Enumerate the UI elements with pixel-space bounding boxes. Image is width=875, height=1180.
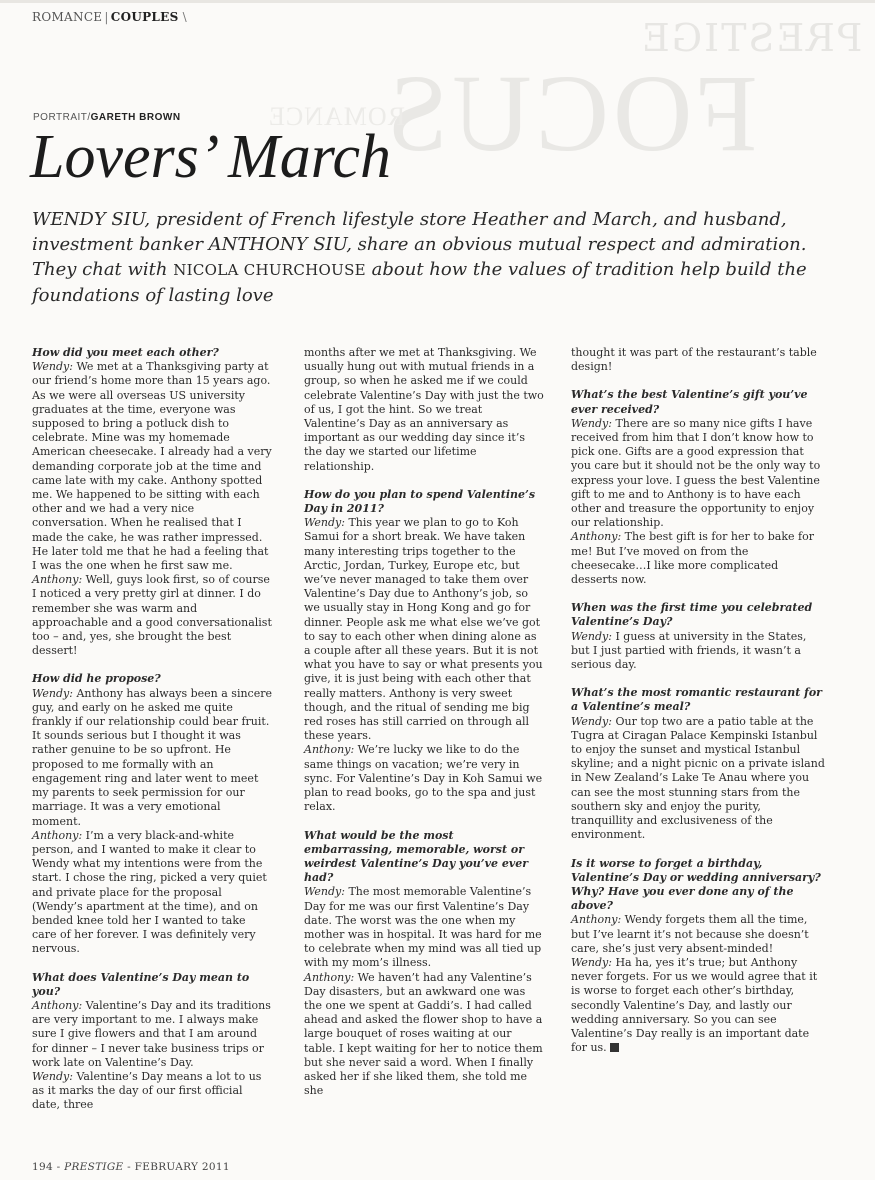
answer-paragraph xyxy=(571,630,826,673)
answer-text: Valentine’s Day and its traditions are very important to me. I always make sure I give flowers and that I am around for dinner – I never take business trips or work late on Valentine’s Day. xyxy=(32,998,271,1069)
article-column-3 xyxy=(571,346,826,1055)
speaker-label: Wendy: xyxy=(32,686,73,700)
folio-separator: - xyxy=(123,1161,135,1173)
answer-text: Ha ha, yes it’s true; but Anthony never forgets. For us we would agree that it is worse to forget each other’s birthday, secondly Valentine’s Day, and lastly our wedding anniversary. So you can see Valentine’s Day really is an important date for us. xyxy=(571,955,818,1055)
question-how-met: How did you meet each other? xyxy=(32,346,219,359)
article-title: Lovers’ March xyxy=(30,123,392,191)
question-restaurant: What’s the most romantic restaurant for a Valentine’s meal? xyxy=(571,686,822,714)
speaker-label: Anthony: xyxy=(571,913,622,927)
article-column-1 xyxy=(32,346,272,1113)
answer-paragraph xyxy=(32,999,272,1070)
answer-paragraph xyxy=(571,530,826,587)
answer-paragraph xyxy=(32,1070,272,1113)
standfirst-part-2: , share an obvious mutual respect and admiration. They chat with xyxy=(32,234,807,280)
header-slash: \ xyxy=(182,10,187,24)
standfirst-part-1: , president of French lifestyle store Heather and March, and husband, investment banker xyxy=(32,209,787,255)
answer-paragraph xyxy=(32,687,272,829)
magazine-name: PRESTIGE xyxy=(64,1161,124,1173)
question-meaning: What does Valentine’s Day mean to you? xyxy=(32,970,250,998)
answer-text: Valentine’s Day means a lot to us as it marks the day of our first official date, three xyxy=(32,1069,262,1112)
standfirst-part-3: about how the values of tradition help build the foundations of lasting love xyxy=(32,259,807,306)
answer-text: There are so many nice gifts I have received from him that I don’t know how to pick one. Gifts are a good expression that you care but it should not be the only way to express your love. I guess the best Valentine gift to me and to Anthony is to have each other and treasure the opportunity to enjoy our relationship. xyxy=(571,416,821,530)
question-memorable: What would be the most embarrassing, memorable, worst or weirdest Valentine’s Day you’ve ever had? xyxy=(304,828,529,885)
folio-separator: - xyxy=(52,1161,65,1173)
speaker-label: Wendy: xyxy=(571,714,612,728)
subsection-label: COUPLES xyxy=(110,10,179,24)
page-number: 194 xyxy=(32,1161,53,1173)
background-romance-text: ROMANCE xyxy=(268,102,406,131)
speaker-label: Wendy: xyxy=(571,955,612,969)
standfirst-name-writer: NICOLA CHURCHOUSE xyxy=(173,261,366,279)
issue-date: FEBRUARY 2011 xyxy=(134,1161,230,1173)
speaker-label: Wendy: xyxy=(304,516,345,530)
answer-paragraph xyxy=(304,885,544,970)
answer-text: I guess at university in the States, but I just partied with friends, it wasn’t a serious day. xyxy=(571,629,807,672)
credit-label: PORTRAIT/ xyxy=(33,112,91,123)
answer-text: The best gift is for her to bake for me! But I’ve moved on from the cheesecake…I like more complicated desserts now. xyxy=(571,530,814,587)
answer-text: The most memorable Valentine’s Day for me was our first Valentine’s Day date. The worst was the one when my mother was in hospital. It was hard for me to celebrate when my mind was all tied up with my mom’s illness. xyxy=(304,885,542,970)
answer-text: I’m a very black-and-white person, and I wanted to make it clear to Wendy what my intentions were from the start. I chose the ring, picked a very quiet and private place for the proposal (Wendy’s apartment at the time), and on bended knee told her I wanted to take care of her forever. I was definitely very nervous. xyxy=(32,828,267,956)
answer-paragraph xyxy=(304,971,544,1099)
speaker-label: Anthony: xyxy=(32,998,83,1012)
answer-text: Well, guys look first, so of course I noticed a very pretty girl at dinner. I do remember she was warm and approachable and a good conversationalist too – and, yes, she brought the best dessert! xyxy=(32,573,272,658)
section-header xyxy=(32,10,187,24)
answer-text: Our top two are a patio table at the Tugra at Ciragan Palace Kempinski Istanbul to enjoy the sunset and mystical Istanbul skyline; and a night picnic on a private island in New Zealand’s Lake Te Anau where you can see the most stunning stars from the southern sky and enjoy the purity, tranquillity and exclusiveness of the environment. xyxy=(571,714,825,842)
background-focus-text: FOCUS xyxy=(383,52,758,174)
speaker-label: Anthony: xyxy=(571,530,622,544)
page-folio xyxy=(32,1161,230,1173)
answer-paragraph xyxy=(304,516,544,743)
end-mark-icon xyxy=(610,1043,619,1052)
answer-text: We met at a Thanksgiving party at our friend’s home more than 15 years ago. As we were all overseas US university graduates at the time, everyone was supposed to bring a potluck dish to celebrate. Mine was my homemade American cheesecake. I already had a very demanding corporate job at the time and came late with my cake. Anthony spotted me. We happened to be sitting with each other and we had a very nice conversation. When he realised that I made the cake, he was rather impressed. He later told me that he had a feeling that I was the one when he first saw me. xyxy=(32,360,272,573)
answer-text: Anthony has always been a sincere guy, and early on he asked me quite frankly if our relationship could bear fruit. It sounds serious but I thought it was rather genuine to be so upfront. He proposed to me formally with an engagement ring and later went to meet my parents to seek permission for our marriage. It was a very emotional moment. xyxy=(32,686,272,828)
answer-continuation: months after we met at Thanksgiving. We usually hung out with mutual friends in a group, so when he asked me if we could celebrate Valentine’s Day with just the two of us, I got the hint. So we treat Valentine’s Day as an anniversary as important as our wedding day since it’s the day we started our lifetime relationship. xyxy=(304,346,544,473)
article-column-2 xyxy=(304,346,544,1098)
question-plans-2011: How do you plan to spend Valentine’s Day in 2011? xyxy=(304,487,536,516)
speaker-label: Wendy: xyxy=(304,885,345,899)
section-divider: | xyxy=(104,10,109,24)
answer-text: We’re lucky we like to do the same things on vacation; we’re very in sync. For Valentine’s Day in Koh Samui we plan to read books, go to the spa and just relax. xyxy=(304,743,543,814)
standfirst-name-anthony: ANTHONY SIU xyxy=(208,234,347,255)
speaker-label: Anthony: xyxy=(32,573,83,587)
answer-paragraph xyxy=(571,956,826,1055)
answer-paragraph xyxy=(571,417,826,531)
question-proposal: How did he propose? xyxy=(32,672,161,686)
speaker-label: Anthony: xyxy=(304,743,355,757)
top-rule xyxy=(0,0,875,3)
speaker-label: Anthony: xyxy=(304,970,355,984)
answer-text: Wendy forgets them all the time, but I’ve learnt it’s not because she doesn’t care, she’s just very absent-minded! xyxy=(571,913,809,955)
question-best-gift: What’s the best Valentine’s gift you’ve ever received? xyxy=(571,388,808,416)
answer-text: This year we plan to go to Koh Samui for a short break. We have taken many interesting trips together to the Arctic, Jordan, Turkey, Europe etc, but we’ve never managed to take them over Valentine’s Day due to Anthony’s job, so we usually stay in Hong Kong and go for dinner. People ask me what else we’ve got to say to each other when dining alone as a couple after all these years. But it is not what you have to say or what presents you give, it is just being with each other that really matters. Anthony is very sweet though, and the ritual of sending me big red roses has still carried on through all these years. xyxy=(304,516,543,743)
section-label: ROMANCE xyxy=(32,10,103,24)
article-standfirst xyxy=(32,207,832,308)
speaker-label: Wendy: xyxy=(32,360,73,374)
answer-paragraph xyxy=(32,360,272,573)
speaker-label: Anthony: xyxy=(32,828,83,842)
speaker-label: Wendy: xyxy=(571,629,612,643)
question-first-time: When was the first time you celebrated Valentine’s Day? xyxy=(571,601,813,629)
credit-author: GARETH BROWN xyxy=(90,112,181,123)
speaker-label: Wendy: xyxy=(571,416,612,430)
question-forget: Is it worse to forget a birthday, Valentine’s Day or wedding anniversary? Why? Have you ever done any of the above? xyxy=(571,856,821,913)
speaker-label: Wendy: xyxy=(32,1069,73,1083)
answer-paragraph xyxy=(571,715,826,843)
answer-paragraph xyxy=(32,829,272,957)
standfirst-name-wendy: WENDY SIU xyxy=(32,209,145,230)
answer-continuation: thought it was part of the restaurant’s table design! xyxy=(571,346,817,374)
answer-paragraph xyxy=(32,573,272,658)
answer-paragraph xyxy=(571,913,826,956)
background-prestige-text: PRESTIGE xyxy=(640,16,863,60)
answer-text: We haven’t had any Valentine’s Day disasters, but an awkward one was the one we spent at Gaddi’s. I had called ahead and asked the flower shop to have a large bouquet of roses waiting at our table. I kept waiting for her to notice them but she never said a word. When I finally asked her if she liked them, she told me she xyxy=(304,970,543,1098)
answer-paragraph xyxy=(304,743,544,814)
